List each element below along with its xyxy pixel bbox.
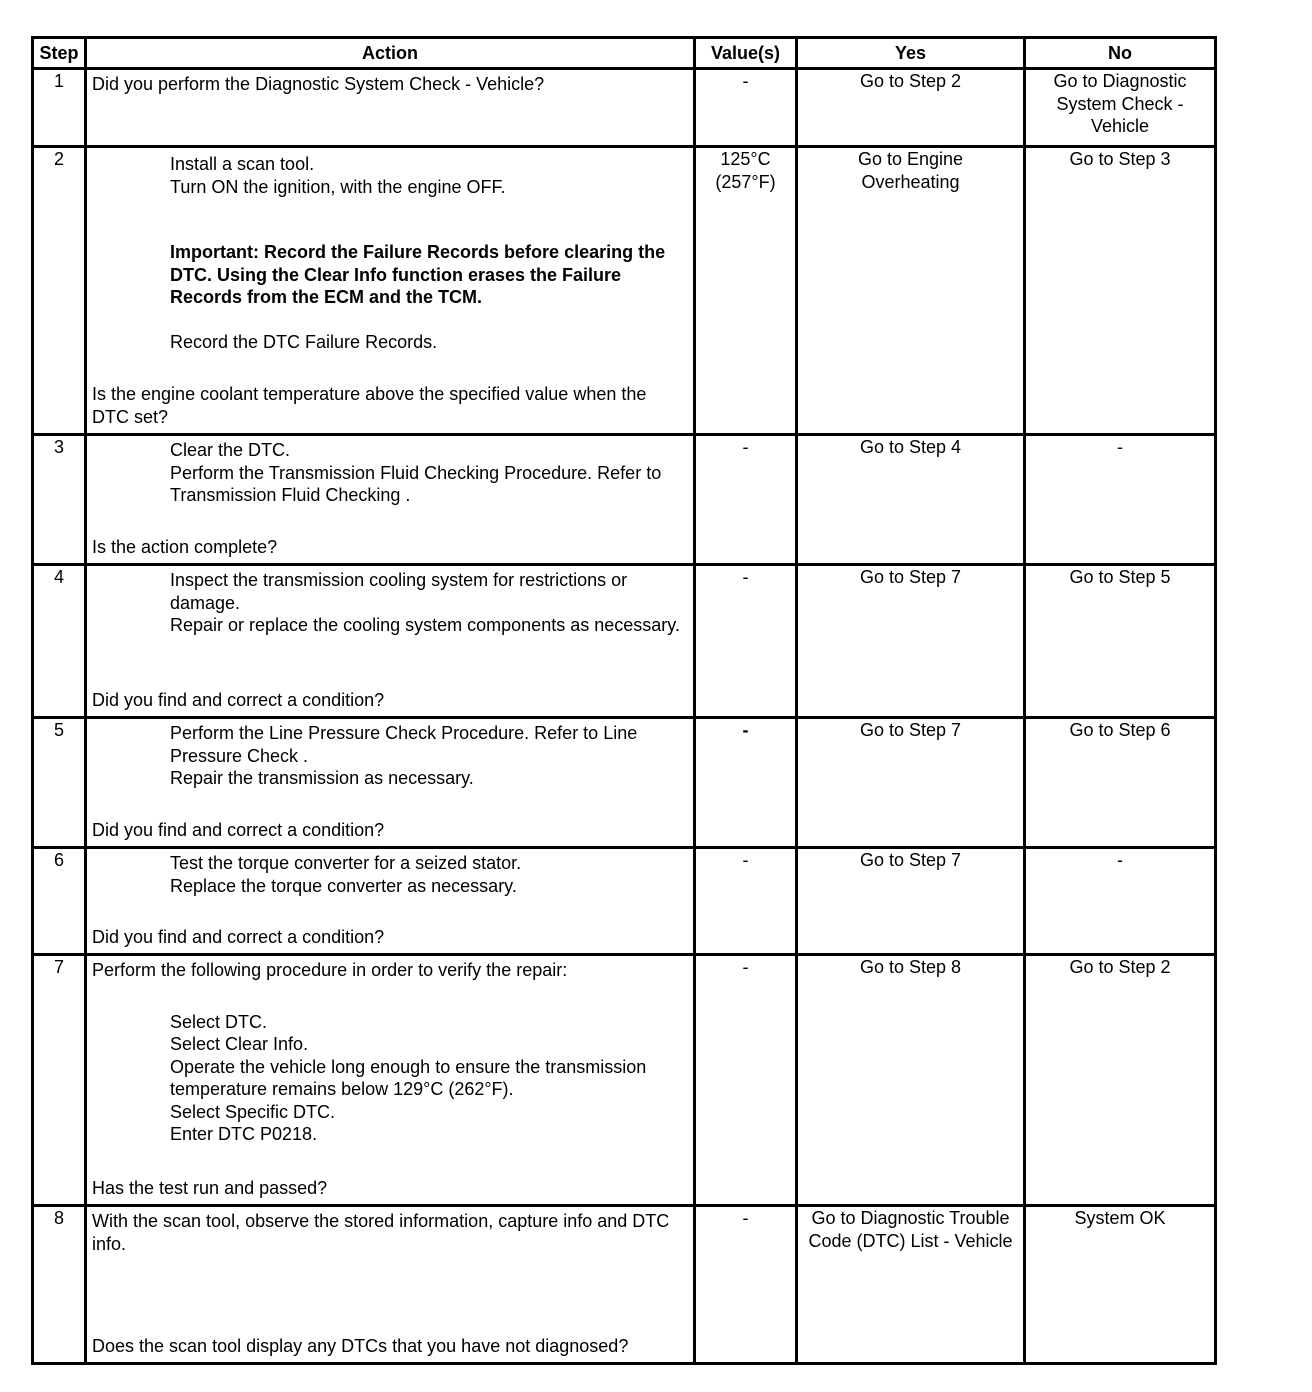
yes-cell: Go to Step 7	[797, 718, 1025, 848]
substep-list	[92, 852, 687, 897]
substep: Turn ON the ignition, with the engine OFF.	[170, 176, 506, 197]
action-cell	[86, 147, 695, 435]
value-cell: -	[695, 1206, 797, 1364]
table-row	[33, 147, 1216, 435]
step-number: 5	[33, 718, 86, 848]
action-question: Has the test run and passed?	[92, 1177, 328, 1198]
value-cell: -	[695, 69, 797, 147]
table-row	[33, 435, 1216, 565]
substep: Install a scan tool.	[170, 154, 315, 174]
action-intro: Perform the following procedure in order to verify the repair:	[92, 960, 568, 980]
substep: Select Clear Info.	[170, 1034, 309, 1054]
substep: Select DTC.	[170, 1011, 268, 1032]
value-cell: -	[695, 955, 797, 1206]
action-cell	[86, 848, 695, 955]
substep: Repair the transmission as necessary.	[170, 768, 474, 788]
substep-list	[92, 151, 687, 353]
action-cell	[86, 955, 695, 1206]
substep: Operate the vehicle long enough to ensure the transmission temperature remains below 129°C (262°F).	[170, 1056, 647, 1099]
yes-cell: Go to Step 7	[797, 848, 1025, 955]
substep: Enter DTC P0218.	[170, 1124, 318, 1144]
header-step: Step	[33, 38, 86, 69]
step-number: 4	[33, 565, 86, 718]
substep-list	[92, 722, 687, 790]
yes-cell: Go to Step 8	[797, 955, 1025, 1206]
table-row	[33, 848, 1216, 955]
step-number: 8	[33, 1206, 86, 1364]
table-row	[33, 718, 1216, 848]
diagnostic-table	[31, 36, 1217, 1365]
substep-list	[92, 1011, 687, 1146]
substep: Record the DTC Failure Records.	[170, 331, 438, 352]
no-cell: Go to Step 2	[1025, 955, 1216, 1206]
yes-cell: Go to Engine Overheating	[797, 147, 1025, 435]
step-number: 7	[33, 955, 86, 1206]
substep: Perform the Transmission Fluid Checking Procedure. Refer to Transmission Fluid Checking .	[170, 462, 662, 505]
substep: Perform the Line Pressure Check Procedure. Refer to Line Pressure Check .	[170, 723, 638, 766]
action-cell	[86, 435, 695, 565]
action-question: Did you find and correct a condition?	[92, 819, 385, 840]
value-cell: -	[695, 435, 797, 565]
step-number: 6	[33, 848, 86, 955]
step-number: 2	[33, 147, 86, 435]
action-question: Did you find and correct a condition?	[92, 689, 385, 710]
no-cell: System OK	[1025, 1206, 1216, 1364]
yes-cell: Go to Step 7	[797, 565, 1025, 718]
step-number: 3	[33, 435, 86, 565]
substep: Inspect the transmission cooling system for restrictions or damage.	[170, 570, 628, 613]
yes-cell: Go to Step 2	[797, 69, 1025, 147]
table-row	[33, 69, 1216, 147]
table-row	[33, 1206, 1216, 1364]
substep: Repair or replace the cooling system components as necessary.	[170, 615, 680, 635]
value-cell: -	[695, 565, 797, 718]
table-row	[33, 565, 1216, 718]
no-cell: Go to Diagnostic System Check - Vehicle	[1025, 69, 1216, 147]
no-cell: -	[1025, 435, 1216, 565]
important-note: Important: Record the Failure Records before clearing the DTC. Using the Clear Info function erases the Failure Records from the ECM and the TCM.	[170, 242, 666, 307]
header-no: No	[1025, 38, 1216, 69]
substep: Replace the torque converter as necessary.	[170, 875, 517, 896]
action-question: Does the scan tool display any DTCs that you have not diagnosed?	[92, 1335, 629, 1356]
no-cell: Go to Step 6	[1025, 718, 1216, 848]
yes-cell: Go to Step 4	[797, 435, 1025, 565]
substep-list	[92, 569, 687, 637]
value-cell	[695, 147, 797, 435]
no-cell: Go to Step 3	[1025, 147, 1216, 435]
value-cell: -	[695, 848, 797, 955]
table-row	[33, 955, 1216, 1206]
substep: Test the torque converter for a seized stator.	[170, 853, 522, 873]
no-cell: Go to Step 5	[1025, 565, 1216, 718]
yes-cell: Go to Diagnostic Trouble Code (DTC) List - Vehicle	[797, 1206, 1025, 1364]
value-text: 125°C (257°F)	[715, 149, 776, 192]
substep: Clear the DTC.	[170, 440, 291, 460]
action-question: Did you find and correct a condition?	[92, 926, 385, 947]
header-row	[33, 38, 1216, 69]
action-cell	[86, 1206, 695, 1364]
header-yes: Yes	[797, 38, 1025, 69]
value-cell: -	[695, 718, 797, 848]
step-number: 1	[33, 69, 86, 147]
action-question: Is the action complete?	[92, 536, 278, 557]
action-cell	[86, 718, 695, 848]
no-cell: -	[1025, 848, 1216, 955]
header-action: Action	[86, 38, 695, 69]
action-intro: With the scan tool, observe the stored information, capture info and DTC info.	[92, 1211, 670, 1254]
substep-list	[92, 439, 687, 507]
action-question: Did you perform the Diagnostic System Check - Vehicle?	[92, 74, 545, 94]
substep: Select Specific DTC.	[170, 1101, 336, 1122]
header-values: Value(s)	[695, 38, 797, 69]
action-cell	[86, 565, 695, 718]
action-cell	[86, 69, 695, 147]
action-question: Is the engine coolant temperature above the specified value when the DTC set?	[92, 384, 647, 427]
